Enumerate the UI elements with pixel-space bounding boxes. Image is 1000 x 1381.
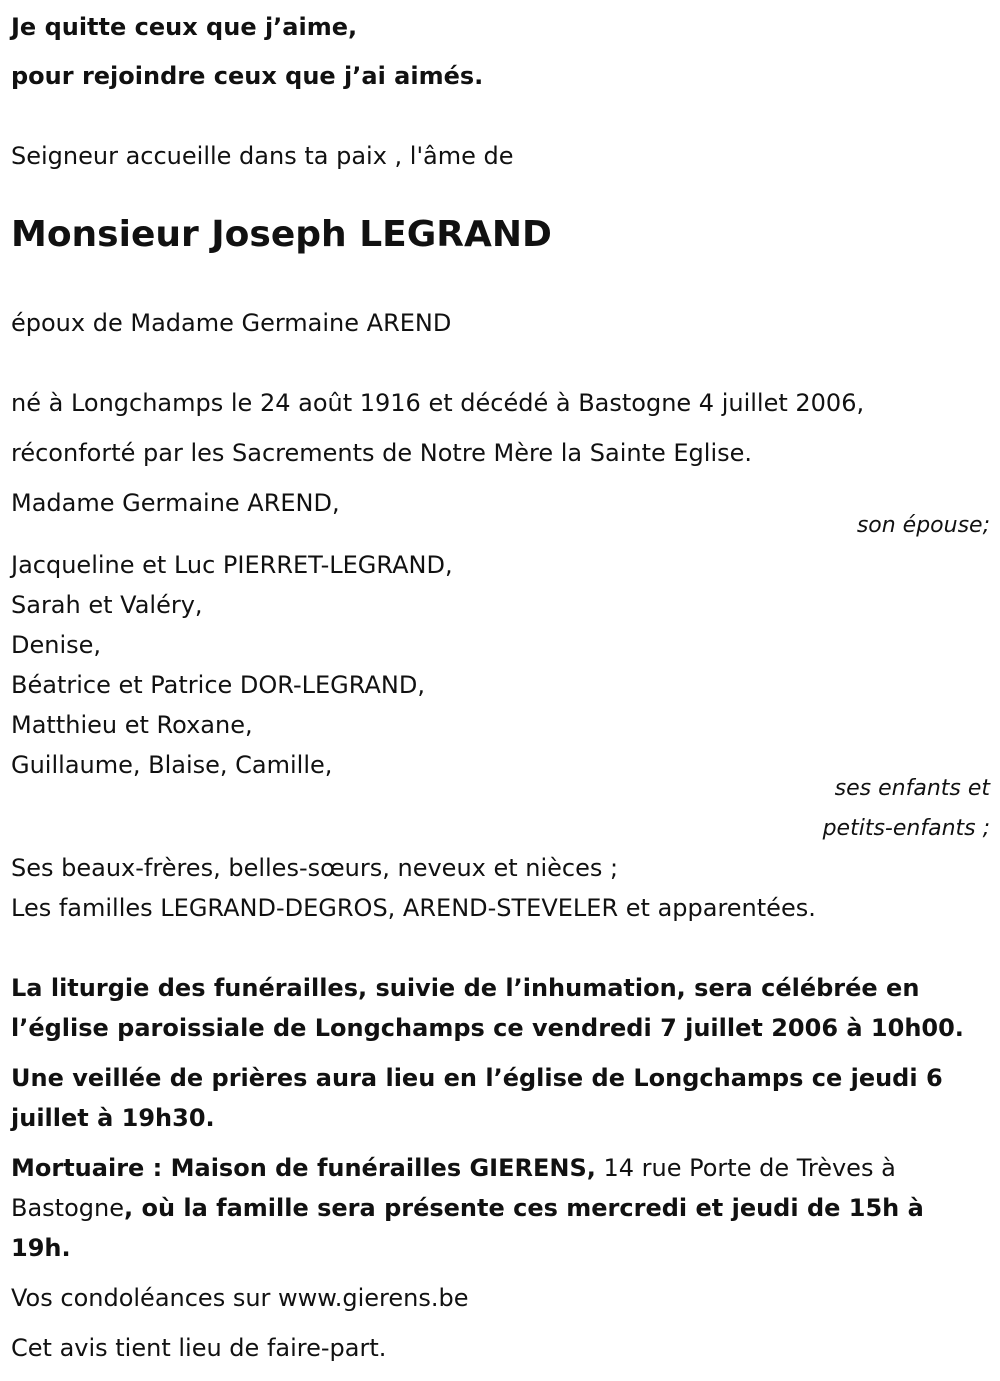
verse-line-1: Je quitte ceux que j’aime, [11, 13, 358, 41]
extended-family-line-1: Ses beaux-frères, belles-sœurs, neveux et nièces ; [11, 854, 619, 882]
vigil-line-1: Une veillée de prières aura lieu en l’église de Longchamps ce jeudi 6 [11, 1064, 943, 1092]
vigil-line-2: juillet à 19h30. [11, 1104, 215, 1132]
children-role-line-1: ses enfants et [834, 776, 990, 801]
spouse-line: époux de Madame Germaine AREND [11, 309, 452, 337]
child-line-3: Denise, [11, 631, 102, 659]
mortuary-line-2 [11, 1196, 924, 1220]
liturgy-line-1: La liturgie des funérailles, suivie de l’inhumation, sera célébrée en [11, 974, 920, 1002]
verse-line-2: pour rejoindre ceux que j’ai aimés. [11, 62, 484, 90]
spouse-role: son épouse; [856, 513, 990, 538]
condolences-line: Vos condoléances sur www.gierens.be [11, 1284, 469, 1312]
extended-family-line-2: Les familles LEGRAND-DEGROS, AREND-STEVELER et apparentées. [11, 894, 816, 922]
spouse-name: Madame Germaine AREND, [11, 489, 340, 517]
mortuary-line-3: 19h. [11, 1234, 71, 1262]
child-line-2: Sarah et Valéry, [11, 591, 203, 619]
birth-death-line: né à Longchamps le 24 août 1916 et décédé à Bastogne 4 juillet 2006, [11, 389, 865, 417]
child-line-1: Jacqueline et Luc PIERRET-LEGRAND, [11, 551, 453, 579]
mortuary-address: 14 rue Porte de Trèves à [595, 1154, 896, 1182]
child-line-4: Béatrice et Patrice DOR-LEGRAND, [11, 671, 425, 699]
deceased-name: Monsieur Joseph LEGRAND [11, 214, 552, 255]
closing-line: Cet avis tient lieu de faire-part. [11, 1334, 387, 1362]
intro-text: Seigneur accueille dans ta paix , l'âme de [11, 142, 514, 170]
child-line-5: Matthieu et Roxane, [11, 711, 253, 739]
sacraments-line: réconforté par les Sacrements de Notre Mère la Sainte Eglise. [11, 439, 753, 467]
children-role-line-2: petits-enfants ; [822, 816, 990, 841]
mortuary-label: Mortuaire : Maison de funérailles GIERENS, [11, 1154, 596, 1182]
liturgy-line-2: l’église paroissiale de Longchamps ce vendredi 7 juillet 2006 à 10h00. [11, 1014, 964, 1042]
mortuary-hours: , où la famille sera présente ces mercredi et jeudi de 15h à [123, 1194, 924, 1222]
mortuary-line-1 [11, 1156, 896, 1180]
mortuary-city: Bastogne [11, 1194, 124, 1222]
child-line-6: Guillaume, Blaise, Camille, [11, 751, 333, 779]
